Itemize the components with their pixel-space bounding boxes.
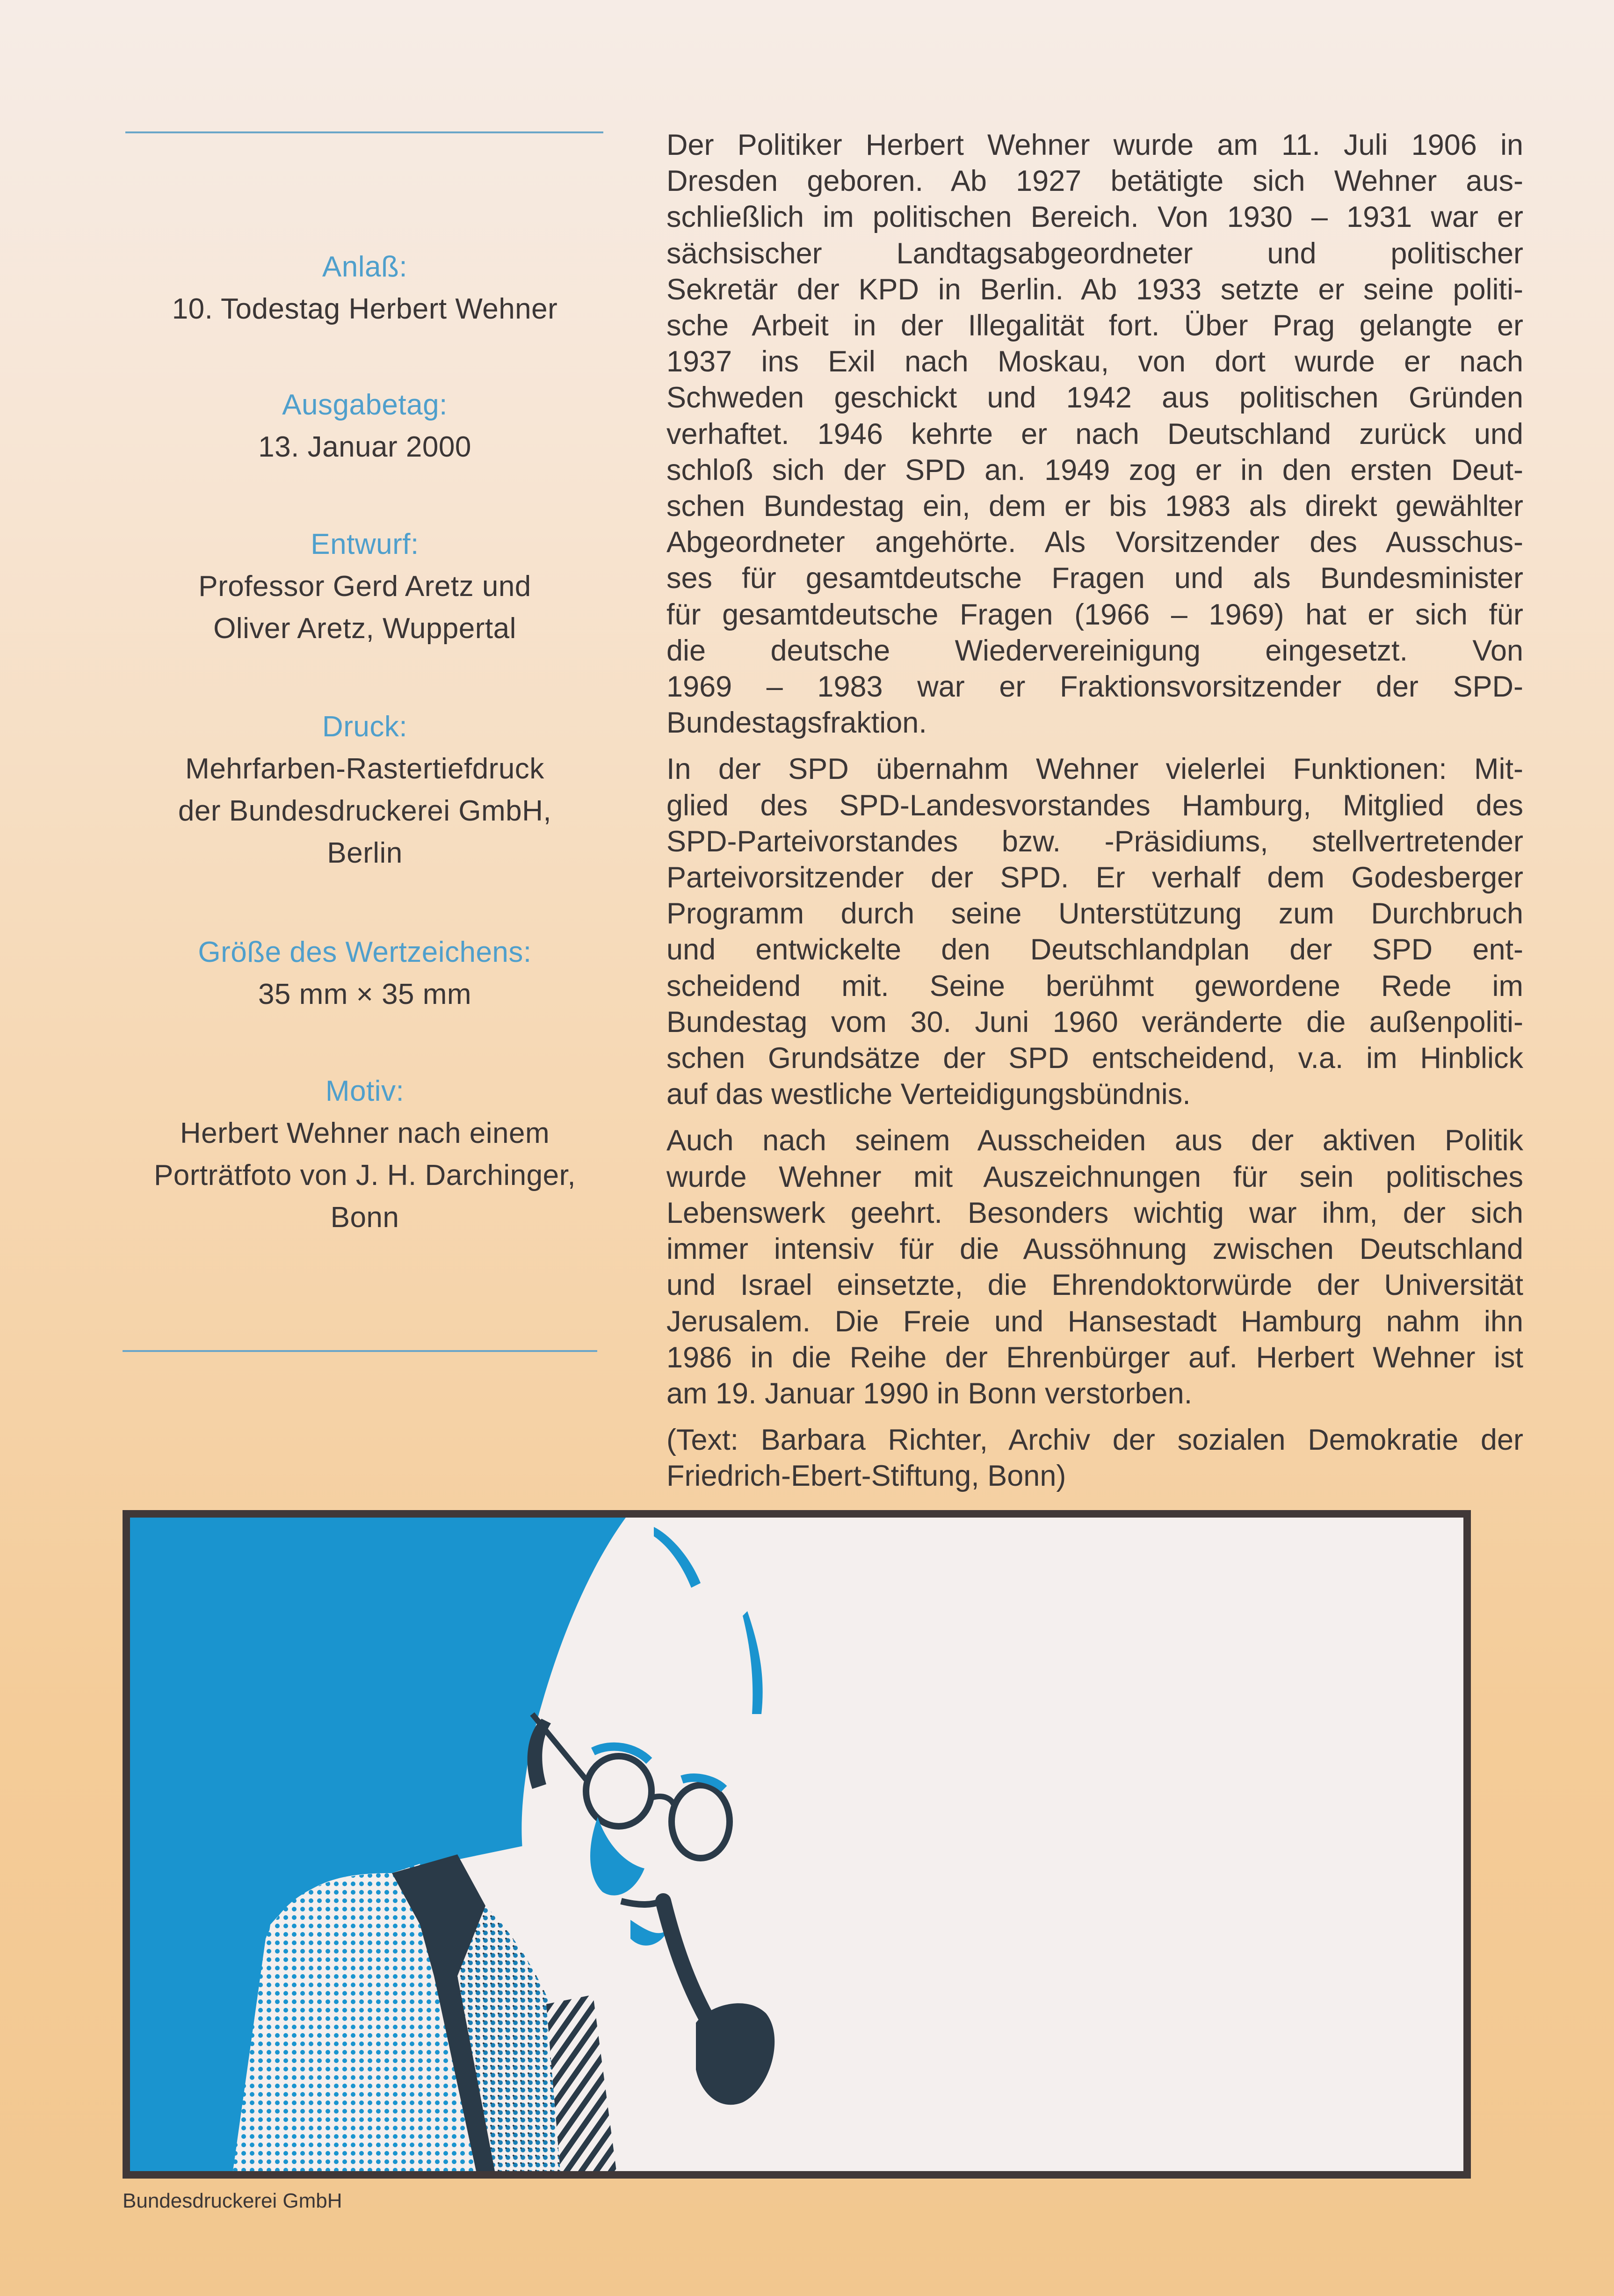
text-line: In der SPD übernahm Wehner vielerlei Funktionen: Mit-: [666, 753, 1523, 786]
biography-paragraph: [666, 127, 1523, 741]
text-line: schen Bundestag ein, dem er bis 1983 als direkt gewählter: [666, 490, 1523, 523]
text-line: auf das westliche Verteidigungsbündnis.: [666, 1078, 1191, 1111]
text-line: SPD-Parteivorstandes bzw. -Präsidiums, stellvertretender: [666, 825, 1523, 858]
biography-paragraph: [666, 1123, 1523, 1412]
portrait-frame: [123, 1510, 1471, 2179]
text-line: Bundestagsfraktion.: [666, 706, 927, 740]
biography-text: [666, 127, 1523, 1505]
text-line: Dresden geboren. Ab 1927 betätigte sich Wehner aus-: [666, 165, 1523, 198]
detail-label: Druck:: [322, 711, 408, 743]
detail-label: Entwurf:: [311, 528, 419, 560]
biography-paragraph: [666, 1422, 1523, 1494]
text-line: und entwickelte den Deutschlandplan der SPD ent-: [666, 933, 1523, 966]
text-line: ses für gesamtdeutsche Fragen und als Bundesminister: [666, 562, 1523, 595]
detail-value: Bonn: [330, 1201, 399, 1234]
text-line: Bundestag vom 30. Juni 1960 veränderte die außenpoliti-: [666, 1005, 1523, 1039]
text-line: für gesamtdeutsche Fragen (1966 – 1969) hat er sich für: [666, 598, 1523, 631]
pipe-stem: [663, 1901, 715, 2032]
text-line: sächsischer Landtagsabgeordneter und politischer: [666, 237, 1523, 270]
text-line: 1969 – 1983 war er Fraktionsvorsitzender der SPD-: [666, 670, 1523, 704]
bottom-divider: [123, 1350, 597, 1352]
text-line: Der Politiker Herbert Wehner wurde am 11. Juli 1906 in: [666, 129, 1523, 161]
text-line: Auch nach seinem Ausscheiden aus der aktiven Politik: [666, 1124, 1523, 1157]
text-line: sche Arbeit in der Illegalität fort. Über Prag gelangte er: [666, 309, 1523, 342]
text-line: Sekretär der KPD in Berlin. Ab 1933 setzte er seine politi-: [666, 273, 1523, 306]
text-line: Programm durch seine Unterstützung zum Durchbruch: [666, 897, 1523, 930]
detail-value: Oliver Aretz, Wuppertal: [213, 612, 516, 645]
publisher-credit: Bundesdruckerei GmbH: [123, 2189, 342, 2212]
top-divider: [125, 131, 603, 133]
biography-paragraph: [666, 751, 1523, 1112]
text-line: am 19. Januar 1990 in Bonn verstorben.: [666, 1377, 1193, 1410]
detail-label: Größe des Wertzeichens:: [198, 936, 532, 968]
text-line: schen Grundsätze der SPD entscheidend, v.a. im Hinblick: [666, 1042, 1523, 1075]
text-line: verhaftet. 1946 kehrte er nach Deutschland zurück und: [666, 417, 1523, 450]
text-line: Abgeordneter angehörte. Als Vorsitzender des Ausschus-: [666, 526, 1523, 559]
text-line: glied des SPD-Landesvorstandes Hamburg, Mitglied des: [666, 789, 1523, 822]
detail-label: Anlaß:: [322, 251, 408, 283]
detail-value: Professor Gerd Aretz und: [198, 570, 531, 603]
detail-value: Porträtfoto von J. H. Darchinger,: [153, 1159, 576, 1192]
text-line: (Text: Barbara Richter, Archiv der sozialen Demokratie der: [666, 1424, 1523, 1457]
pipe-bowl: [696, 2003, 774, 2105]
text-line: schloß sich der SPD an. 1949 zog er in den ersten Deut-: [666, 453, 1523, 487]
text-line: schließlich im politischen Bereich. Von 1930 – 1931 war er: [666, 201, 1523, 234]
detail-value: Mehrfarben-Rastertiefdruck: [185, 753, 544, 785]
detail-value: Berlin: [327, 837, 403, 869]
detail-value: 10. Todestag Herbert Wehner: [172, 293, 558, 325]
text-line: 1937 ins Exil nach Moskau, von dort wurde er nach: [666, 345, 1523, 378]
text-line: Friedrich-Ebert-Stiftung, Bonn): [666, 1460, 1066, 1493]
detail-label: Ausgabetag:: [282, 389, 448, 421]
text-line: scheidend mit. Seine berühmt gewordene Rede im: [666, 969, 1523, 1003]
detail-label: Motiv:: [325, 1075, 405, 1107]
text-line: und Israel einsetzte, die Ehrendoktorwürde der Universität: [666, 1269, 1523, 1302]
text-line: die deutsche Wiedervereinigung eingesetzt. Von: [666, 634, 1523, 667]
text-line: 1986 in die Reihe der Ehrenbürger auf. Herbert Wehner ist: [666, 1341, 1523, 1374]
text-line: immer intensiv für die Aussöhnung zwischen Deutschland: [666, 1233, 1523, 1266]
text-line: Jerusalem. Die Freie und Hansestadt Hamburg nahm ihn: [666, 1305, 1523, 1338]
text-line: Parteivorsitzender der SPD. Er verhalf dem Godesberger: [666, 861, 1523, 894]
detail-value: Herbert Wehner nach einem: [180, 1117, 550, 1149]
detail-value: 35 mm × 35 mm: [258, 978, 472, 1010]
portrait-illustration: [130, 1518, 1463, 2171]
detail-value: der Bundesdruckerei GmbH,: [178, 795, 552, 827]
text-line: Lebenswerk geehrt. Besonders wichtig war ihm, der sich: [666, 1196, 1523, 1229]
detail-value: 13. Januar 2000: [258, 431, 471, 463]
text-line: wurde Wehner mit Auszeichnungen für sein politisches: [666, 1160, 1523, 1193]
text-line: Schweden geschickt und 1942 aus politischen Gründen: [666, 381, 1523, 414]
